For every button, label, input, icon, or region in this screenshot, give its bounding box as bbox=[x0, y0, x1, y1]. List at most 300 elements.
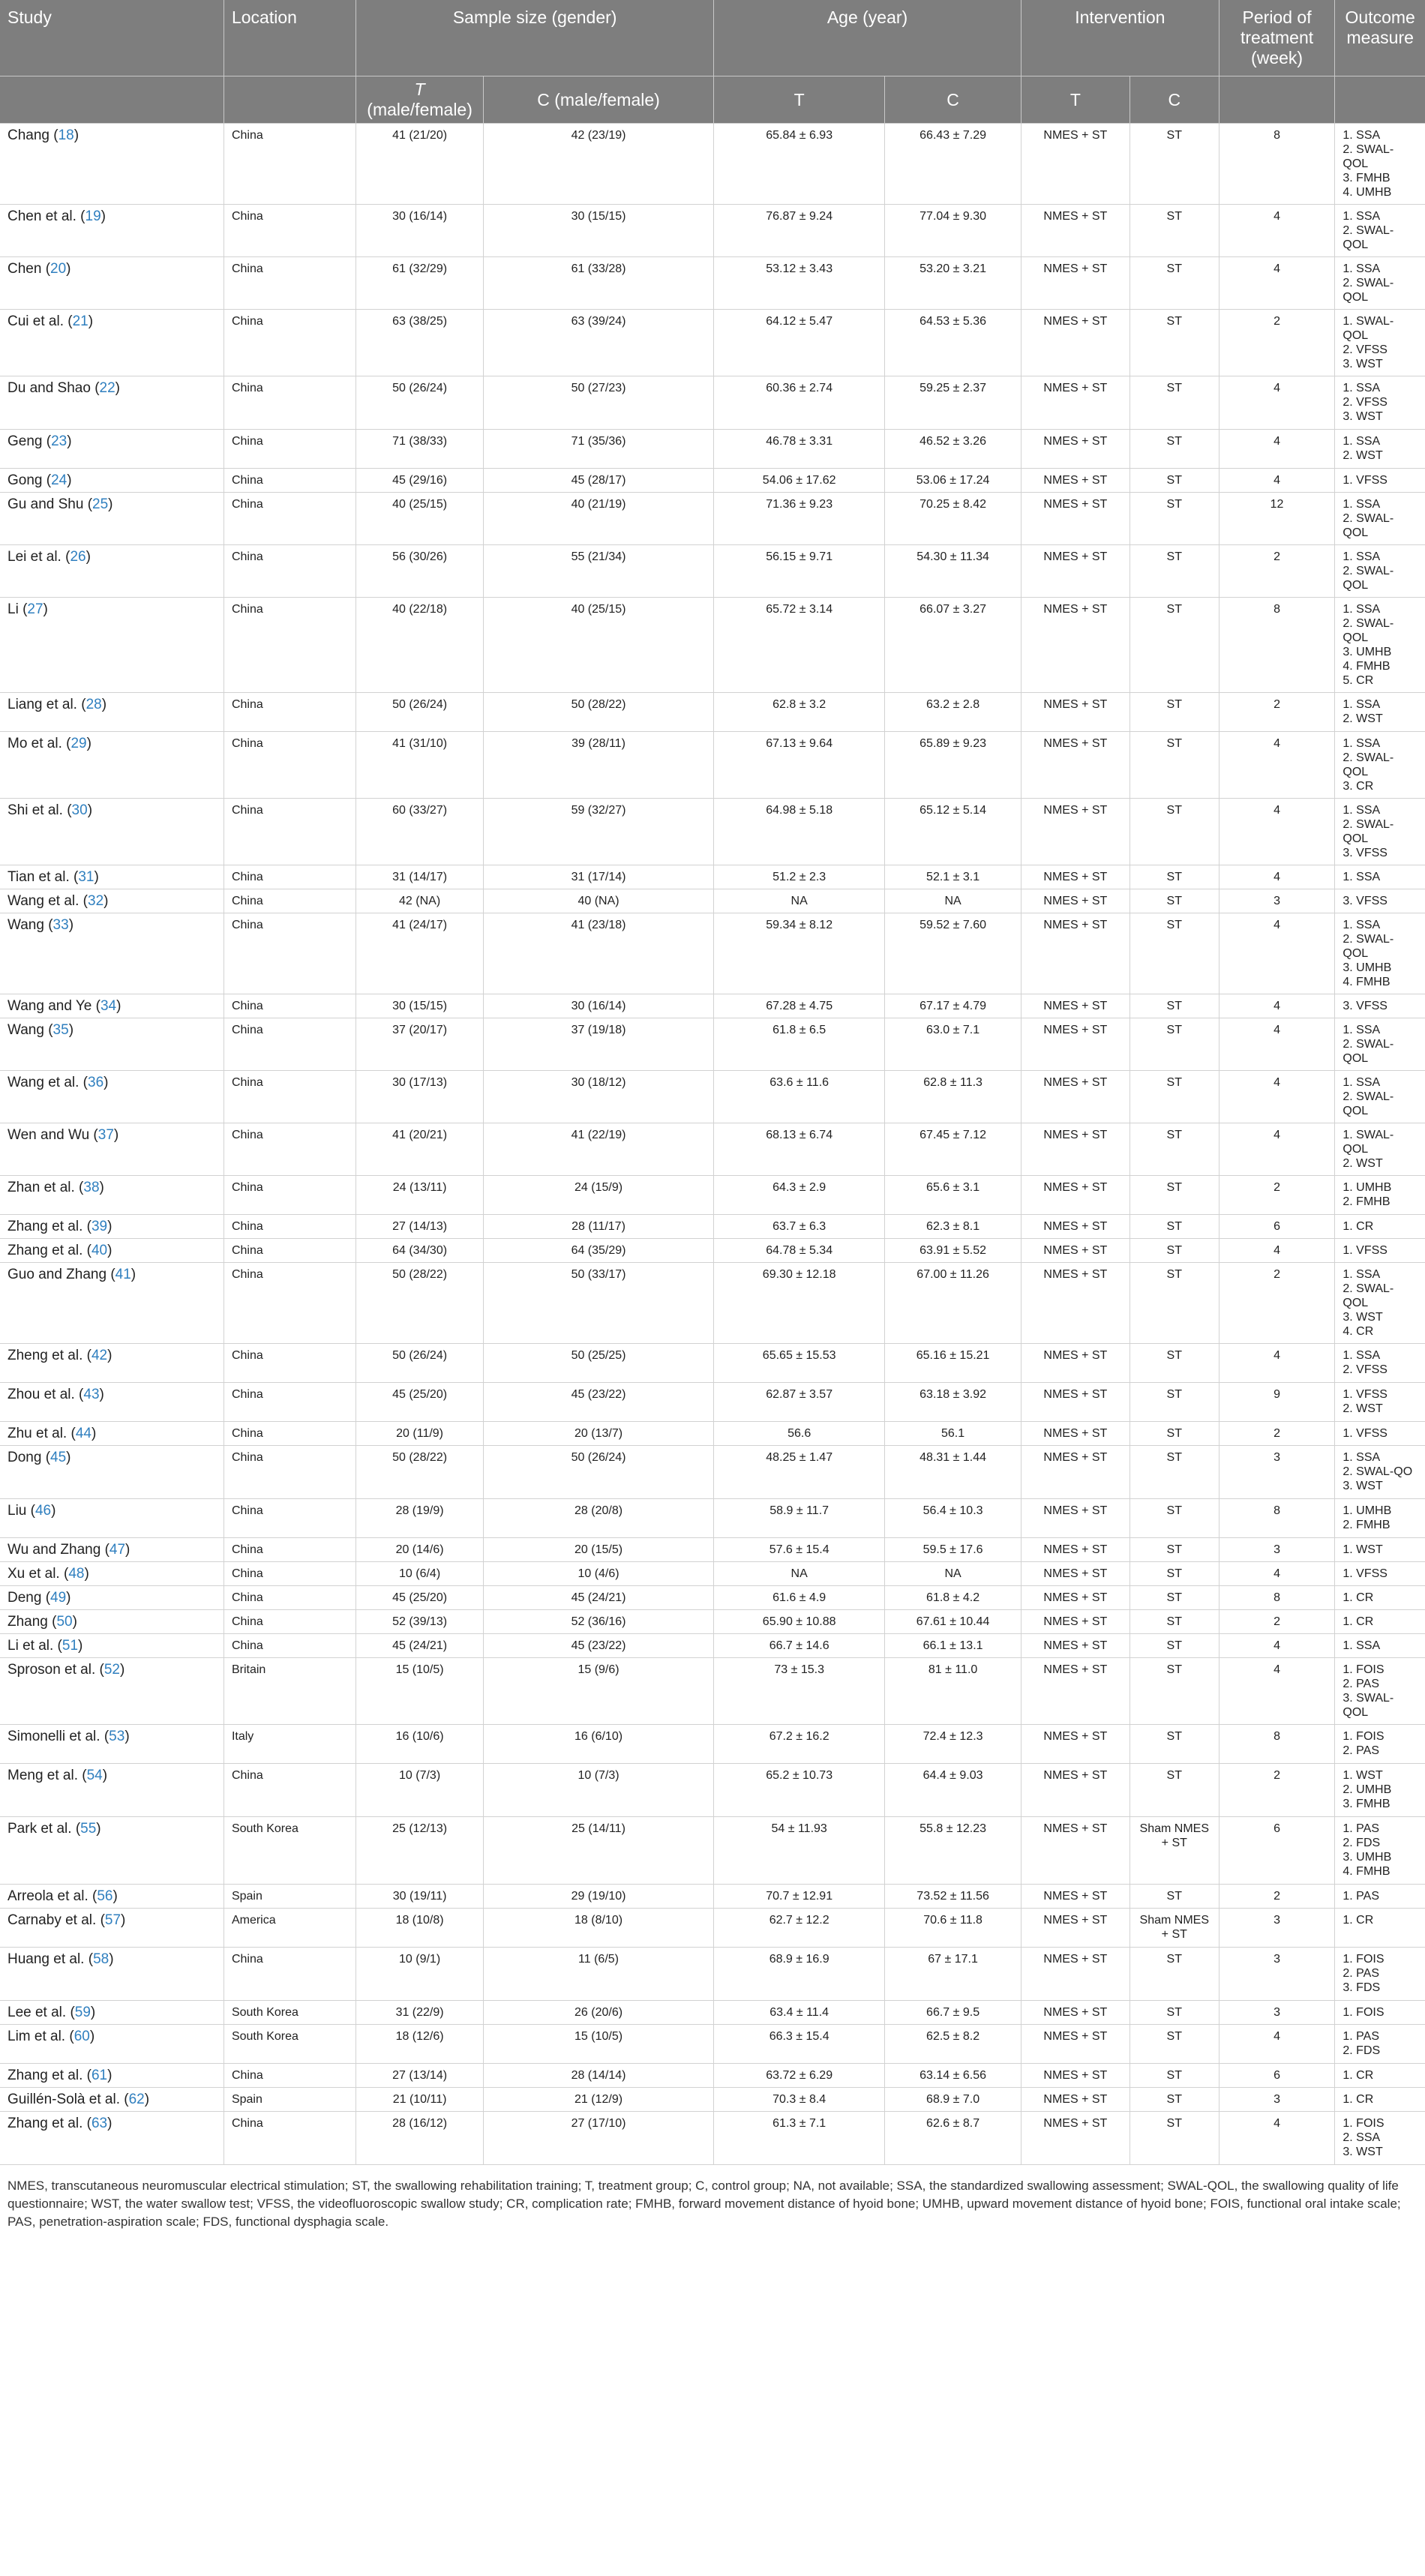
reference-link[interactable]: 34 bbox=[100, 998, 117, 1014]
reference-link[interactable]: 36 bbox=[88, 1075, 104, 1090]
table-row bbox=[0, 1764, 1425, 1817]
reference-link[interactable]: 53 bbox=[109, 1729, 125, 1744]
study-cell: Chen (20) bbox=[0, 257, 224, 310]
c-intervention-cell: ST bbox=[1130, 598, 1219, 693]
period-cell: 4 bbox=[1219, 799, 1335, 865]
outcome-cell bbox=[1335, 469, 1425, 493]
outcome-item: 3. WST bbox=[1342, 1480, 1383, 1492]
reference-link[interactable]: 18 bbox=[58, 127, 74, 143]
t-age-cell: 70.3 ± 8.4 bbox=[714, 2088, 885, 2112]
table-row bbox=[0, 1263, 1425, 1344]
c-sample-cell: 30 (15/15) bbox=[483, 205, 713, 257]
t-intervention-cell: NMES + ST bbox=[1021, 493, 1130, 545]
t-intervention-cell: NMES + ST bbox=[1021, 799, 1130, 865]
study-cell: Wu and Zhang (47) bbox=[0, 1538, 224, 1562]
t-sample-cell: 31 (22/9) bbox=[356, 2001, 484, 2025]
period-cell: 4 bbox=[1219, 1344, 1335, 1383]
c-age-cell: 56.1 bbox=[885, 1422, 1022, 1446]
outcome-cell bbox=[1335, 545, 1425, 598]
c-age-cell: 62.5 ± 8.2 bbox=[885, 2025, 1022, 2064]
t-intervention-cell: NMES + ST bbox=[1021, 1263, 1130, 1344]
reference-link[interactable]: 57 bbox=[104, 1912, 122, 1928]
outcome-item: 3. UMHB bbox=[1342, 1851, 1392, 1864]
c-intervention-cell: ST bbox=[1130, 889, 1219, 913]
outcome-cell bbox=[1335, 598, 1425, 693]
location-cell: China bbox=[224, 1499, 356, 1538]
study-cell: Shi et al. (30) bbox=[0, 799, 224, 865]
outcome-item: 2. PAS bbox=[1342, 1678, 1379, 1690]
study-name: Liang et al. bbox=[8, 697, 77, 712]
t-age-cell: 63.72 ± 6.29 bbox=[714, 2064, 885, 2088]
c-intervention-cell: ST bbox=[1130, 1383, 1219, 1422]
t-age-cell: 56.6 bbox=[714, 1422, 885, 1446]
t-intervention-cell: NMES + ST bbox=[1021, 1499, 1130, 1538]
outcome-item: 1. SSA bbox=[1342, 919, 1381, 931]
table-row bbox=[0, 889, 1425, 913]
study-cell: Deng (49) bbox=[0, 1586, 224, 1610]
c-age-cell: 63.18 ± 3.92 bbox=[885, 1383, 1022, 1422]
header-age: Age (year) bbox=[714, 0, 1022, 76]
location-cell: China bbox=[224, 598, 356, 693]
t-age-cell: 67.13 ± 9.64 bbox=[714, 732, 885, 799]
table-row bbox=[0, 2064, 1425, 2088]
outcome-item: 2. SWAL-QOL bbox=[1342, 512, 1394, 539]
period-cell: 8 bbox=[1219, 598, 1335, 693]
period-cell: 4 bbox=[1219, 1658, 1335, 1725]
c-intervention-cell: ST bbox=[1130, 1176, 1219, 1215]
location-cell: China bbox=[224, 889, 356, 913]
reference-link[interactable]: 35 bbox=[52, 1022, 69, 1038]
study-name: Zhang et al. bbox=[8, 1219, 83, 1234]
reference-link[interactable]: 25 bbox=[92, 496, 109, 512]
outcome-cell bbox=[1335, 1817, 1425, 1885]
c-sample-cell: 37 (19/18) bbox=[483, 1018, 713, 1071]
t-intervention-cell: NMES + ST bbox=[1021, 1725, 1130, 1764]
outcome-item: 3. VFSS bbox=[1342, 895, 1388, 907]
outcome-cell bbox=[1335, 376, 1425, 430]
reference-link[interactable]: 56 bbox=[97, 1888, 113, 1904]
study-cell: Liu (46) bbox=[0, 1499, 224, 1538]
period-cell: 2 bbox=[1219, 545, 1335, 598]
period-cell: 2 bbox=[1219, 1422, 1335, 1446]
t-age-cell: 67.28 ± 4.75 bbox=[714, 994, 885, 1018]
period-cell: 3 bbox=[1219, 2088, 1335, 2112]
t-sample-cell: 50 (28/22) bbox=[356, 1263, 484, 1344]
t-sample-cell: 56 (30/26) bbox=[356, 545, 484, 598]
c-intervention-cell: ST bbox=[1130, 865, 1219, 889]
period-cell: 4 bbox=[1219, 2112, 1335, 2165]
location-cell: China bbox=[224, 1422, 356, 1446]
outcome-cell bbox=[1335, 799, 1425, 865]
study-cell: Mo et al. (29) bbox=[0, 732, 224, 799]
c-sample-cell: 61 (33/28) bbox=[483, 257, 713, 310]
outcome-item: 1. WST bbox=[1342, 1769, 1383, 1782]
location-cell: China bbox=[224, 1344, 356, 1383]
reference-link[interactable]: 24 bbox=[51, 472, 68, 488]
t-age-cell: 65.84 ± 6.93 bbox=[714, 124, 885, 205]
reference-link[interactable]: 55 bbox=[80, 1821, 97, 1837]
c-sample-cell: 15 (10/5) bbox=[483, 2025, 713, 2064]
study-name: Zheng et al. bbox=[8, 1348, 83, 1363]
t-intervention-cell: NMES + ST bbox=[1021, 376, 1130, 430]
c-age-cell: 67.17 ± 4.79 bbox=[885, 994, 1022, 1018]
table-row bbox=[0, 1446, 1425, 1499]
table-row bbox=[0, 1239, 1425, 1263]
outcome-item: 1. CR bbox=[1342, 1615, 1374, 1628]
reference-link[interactable]: 29 bbox=[70, 736, 87, 751]
study-cell: Park et al. (55) bbox=[0, 1817, 224, 1885]
t-age-cell: 73 ± 15.3 bbox=[714, 1658, 885, 1725]
study-cell: Wang et al. (36) bbox=[0, 1071, 224, 1123]
study-name: Zhan et al. bbox=[8, 1180, 75, 1195]
c-sample-cell: 52 (36/16) bbox=[483, 1610, 713, 1634]
outcome-cell bbox=[1335, 1658, 1425, 1725]
t-sample-cell: 16 (10/6) bbox=[356, 1725, 484, 1764]
table-row bbox=[0, 257, 1425, 310]
reference-link[interactable]: 20 bbox=[50, 261, 67, 277]
c-intervention-cell: ST bbox=[1130, 1538, 1219, 1562]
study-name: Li bbox=[8, 601, 19, 617]
c-age-cell: 55.8 ± 12.23 bbox=[885, 1817, 1022, 1885]
t-age-cell: 68.13 ± 6.74 bbox=[714, 1123, 885, 1176]
c-intervention-cell: ST bbox=[1130, 693, 1219, 732]
location-cell: Britain bbox=[224, 1658, 356, 1725]
period-cell: 2 bbox=[1219, 1176, 1335, 1215]
c-age-cell: 62.8 ± 11.3 bbox=[885, 1071, 1022, 1123]
t-intervention-cell: NMES + ST bbox=[1021, 1344, 1130, 1383]
table-row bbox=[0, 1422, 1425, 1446]
location-cell: China bbox=[224, 1263, 356, 1344]
c-age-cell: 77.04 ± 9.30 bbox=[885, 205, 1022, 257]
outcome-cell bbox=[1335, 1764, 1425, 1817]
table-row bbox=[0, 1885, 1425, 1909]
reference-link[interactable]: 45 bbox=[50, 1450, 67, 1465]
period-cell: 4 bbox=[1219, 1123, 1335, 1176]
table-row bbox=[0, 1658, 1425, 1725]
study-cell: Zhang (50) bbox=[0, 1610, 224, 1634]
c-age-cell: 59.25 ± 2.37 bbox=[885, 376, 1022, 430]
c-age-cell: 64.53 ± 5.36 bbox=[885, 310, 1022, 376]
table-row bbox=[0, 469, 1425, 493]
t-sample-cell: 25 (12/13) bbox=[356, 1817, 484, 1885]
c-age-cell: 66.43 ± 7.29 bbox=[885, 124, 1022, 205]
reference-link[interactable]: 54 bbox=[86, 1768, 103, 1783]
reference-link[interactable]: 47 bbox=[109, 1542, 126, 1558]
study-cell: Cui et al. (21) bbox=[0, 310, 224, 376]
t-intervention-cell: NMES + ST bbox=[1021, 1586, 1130, 1610]
reference-link[interactable]: 60 bbox=[74, 2029, 90, 2044]
table-footnote: NMES, transcutaneous neuromuscular electrical stimulation; ST, the swallowing rehabilitation training; T, treatment group; C, control group; NA, not available; SSA, the standardized swallowing assessment; SWAL-QOL, the swallowing quality of life questionnaire; WST, the water swallow test; VFSS, the videofluoroscopic swallow study; CR, complication rate; FMHB, forward movement distance of hyoid bone; UMHB, upward movement distance of hyoid bone; FOIS, functional oral intake scale; PAS, penetration-aspiration scale; FDS, functional dysphagia scale. bbox=[8, 2179, 1401, 2229]
reference-link[interactable]: 40 bbox=[91, 1243, 108, 1258]
study-name: Wen and Wu bbox=[8, 1127, 90, 1143]
outcome-item: 1. WST bbox=[1342, 1543, 1383, 1556]
c-age-cell: 66.1 ± 13.1 bbox=[885, 1634, 1022, 1658]
location-cell: China bbox=[224, 994, 356, 1018]
subheader-blank-outcome bbox=[1335, 76, 1425, 124]
outcome-item: 2. SWAL-QO bbox=[1342, 1465, 1413, 1478]
period-cell: 4 bbox=[1219, 1071, 1335, 1123]
reference-link[interactable]: 26 bbox=[70, 549, 86, 565]
reference-link[interactable]: 51 bbox=[62, 1638, 79, 1654]
outcome-item: 1. FOIS bbox=[1342, 1953, 1384, 1966]
outcome-item: 1. SSA bbox=[1342, 1268, 1381, 1281]
outcome-item: 3. FMHB bbox=[1342, 172, 1390, 184]
t-sample-cell: 10 (9/1) bbox=[356, 1948, 484, 2001]
c-intervention-cell: ST bbox=[1130, 310, 1219, 376]
table-row bbox=[0, 865, 1425, 889]
outcome-item: 1. UMHB bbox=[1342, 1504, 1392, 1517]
outcome-cell bbox=[1335, 1215, 1425, 1239]
c-intervention-cell: ST bbox=[1130, 732, 1219, 799]
location-cell: China bbox=[224, 493, 356, 545]
period-cell: 4 bbox=[1219, 2025, 1335, 2064]
outcome-cell bbox=[1335, 1422, 1425, 1446]
c-sample-cell: 45 (28/17) bbox=[483, 469, 713, 493]
c-sample-cell: 71 (35/36) bbox=[483, 430, 713, 469]
reference-link[interactable]: 33 bbox=[52, 917, 69, 933]
location-cell: China bbox=[224, 1562, 356, 1586]
period-cell: 4 bbox=[1219, 732, 1335, 799]
period-cell: 2 bbox=[1219, 1764, 1335, 1817]
outcome-item: 1. UMHB bbox=[1342, 1181, 1392, 1194]
c-age-cell: 67.45 ± 7.12 bbox=[885, 1123, 1022, 1176]
location-cell: China bbox=[224, 376, 356, 430]
reference-link[interactable]: 23 bbox=[51, 433, 68, 449]
outcome-cell bbox=[1335, 1018, 1425, 1071]
reference-link[interactable]: 52 bbox=[104, 1662, 120, 1678]
c-age-cell: 63.91 ± 5.52 bbox=[885, 1239, 1022, 1263]
c-sample-cell: 20 (13/7) bbox=[483, 1422, 713, 1446]
reference-link[interactable]: 59 bbox=[74, 2005, 91, 2020]
c-sample-cell: 59 (32/27) bbox=[483, 799, 713, 865]
table-row bbox=[0, 2001, 1425, 2025]
reference-link[interactable]: 43 bbox=[83, 1387, 100, 1402]
reference-link[interactable]: 41 bbox=[115, 1267, 131, 1282]
t-sample-cell: 10 (7/3) bbox=[356, 1764, 484, 1817]
study-cell: Zhan et al. (38) bbox=[0, 1176, 224, 1215]
study-name: Meng et al. bbox=[8, 1768, 78, 1783]
t-sample-cell: 27 (13/14) bbox=[356, 2064, 484, 2088]
t-age-cell: 46.78 ± 3.31 bbox=[714, 430, 885, 469]
t-intervention-cell: NMES + ST bbox=[1021, 1562, 1130, 1586]
c-age-cell: 63.2 ± 2.8 bbox=[885, 693, 1022, 732]
t-age-cell: 58.9 ± 11.7 bbox=[714, 1499, 885, 1538]
c-intervention-cell: ST bbox=[1130, 1071, 1219, 1123]
study-name: Lim et al. bbox=[8, 2029, 66, 2044]
c-intervention-cell: ST bbox=[1130, 1725, 1219, 1764]
t-intervention-cell: NMES + ST bbox=[1021, 2064, 1130, 2088]
table-row bbox=[0, 1215, 1425, 1239]
outcome-item: 2. FDS bbox=[1342, 2044, 1381, 2057]
reference-link[interactable]: 21 bbox=[72, 313, 88, 329]
reference-link[interactable]: 22 bbox=[99, 380, 116, 396]
study-name: Liu bbox=[8, 1503, 27, 1519]
table-row bbox=[0, 1344, 1425, 1383]
t-intervention-cell: NMES + ST bbox=[1021, 1909, 1130, 1948]
c-age-cell: 59.5 ± 17.6 bbox=[885, 1538, 1022, 1562]
reference-link[interactable]: 39 bbox=[91, 1219, 108, 1234]
study-name: Wang bbox=[8, 1022, 44, 1038]
period-cell: 4 bbox=[1219, 865, 1335, 889]
reference-link[interactable]: 44 bbox=[75, 1426, 92, 1441]
location-cell: South Korea bbox=[224, 1817, 356, 1885]
t-sample-cell: 20 (11/9) bbox=[356, 1422, 484, 1446]
c-intervention-cell: ST bbox=[1130, 1446, 1219, 1499]
c-intervention-cell: ST bbox=[1130, 2025, 1219, 2064]
c-sample-cell: 21 (12/9) bbox=[483, 2088, 713, 2112]
t-sample-cell: 15 (10/5) bbox=[356, 1658, 484, 1725]
reference-link[interactable]: 63 bbox=[91, 2116, 108, 2131]
period-cell: 4 bbox=[1219, 469, 1335, 493]
study-cell: Wang and Ye (34) bbox=[0, 994, 224, 1018]
t-sample-cell: 10 (6/4) bbox=[356, 1562, 484, 1586]
reference-link[interactable]: 32 bbox=[88, 893, 104, 909]
outcome-item: 1. SSA bbox=[1342, 603, 1381, 616]
reference-link[interactable]: 48 bbox=[68, 1566, 85, 1582]
t-age-cell: 56.15 ± 9.71 bbox=[714, 545, 885, 598]
t-intervention-cell: NMES + ST bbox=[1021, 124, 1130, 205]
c-sample-cell: 63 (39/24) bbox=[483, 310, 713, 376]
t-sample-cell: 60 (33/27) bbox=[356, 799, 484, 865]
t-intervention-cell: NMES + ST bbox=[1021, 1610, 1130, 1634]
t-age-cell: 61.8 ± 6.5 bbox=[714, 1018, 885, 1071]
c-sample-cell: 45 (23/22) bbox=[483, 1383, 713, 1422]
t-age-cell: 62.8 ± 3.2 bbox=[714, 693, 885, 732]
reference-link[interactable]: 61 bbox=[91, 2068, 108, 2083]
t-sample-cell: 41 (31/10) bbox=[356, 732, 484, 799]
period-cell: 12 bbox=[1219, 493, 1335, 545]
location-cell: China bbox=[224, 1018, 356, 1071]
reference-link[interactable]: 38 bbox=[83, 1180, 100, 1195]
period-cell: 4 bbox=[1219, 205, 1335, 257]
outcome-cell bbox=[1335, 1239, 1425, 1263]
location-cell: South Korea bbox=[224, 2001, 356, 2025]
c-age-cell: 67 ± 17.1 bbox=[885, 1948, 1022, 2001]
t-sample-cell: 64 (34/30) bbox=[356, 1239, 484, 1263]
reference-link[interactable]: 49 bbox=[50, 1590, 67, 1606]
t-age-cell: 63.7 ± 6.3 bbox=[714, 1215, 885, 1239]
header-location: Location bbox=[224, 0, 356, 76]
reference-link[interactable]: 28 bbox=[86, 697, 102, 712]
location-cell: China bbox=[224, 469, 356, 493]
table-row bbox=[0, 1909, 1425, 1948]
c-intervention-cell: ST bbox=[1130, 1948, 1219, 2001]
location-cell: China bbox=[224, 1586, 356, 1610]
period-cell: 3 bbox=[1219, 1909, 1335, 1948]
subheader-t-intervention: T bbox=[1021, 76, 1130, 124]
study-cell: Carnaby et al. (57) bbox=[0, 1909, 224, 1948]
t-intervention-cell: NMES + ST bbox=[1021, 2112, 1130, 2165]
period-cell: 4 bbox=[1219, 1018, 1335, 1071]
t-intervention-cell: NMES + ST bbox=[1021, 310, 1130, 376]
c-intervention-cell: ST bbox=[1130, 1562, 1219, 1586]
c-intervention-cell: ST bbox=[1130, 1610, 1219, 1634]
subheader-t-sample: T (male/female) bbox=[356, 76, 484, 124]
c-sample-cell: 50 (33/17) bbox=[483, 1263, 713, 1344]
study-name: Du and Shao bbox=[8, 380, 91, 396]
outcome-cell bbox=[1335, 2064, 1425, 2088]
c-intervention-cell: ST bbox=[1130, 205, 1219, 257]
location-cell: China bbox=[224, 1948, 356, 2001]
t-age-cell: 54.06 ± 17.62 bbox=[714, 469, 885, 493]
location-cell: China bbox=[224, 205, 356, 257]
c-intervention-cell: ST bbox=[1130, 430, 1219, 469]
reference-link[interactable]: 27 bbox=[27, 601, 44, 617]
outcome-item: 3. VFSS bbox=[1342, 847, 1388, 859]
period-cell: 8 bbox=[1219, 1725, 1335, 1764]
table-row bbox=[0, 1123, 1425, 1176]
reference-link[interactable]: 46 bbox=[34, 1503, 52, 1519]
study-cell: Li et al. (51) bbox=[0, 1634, 224, 1658]
c-intervention-cell: ST bbox=[1130, 994, 1219, 1018]
reference-link[interactable]: 58 bbox=[93, 1951, 110, 1967]
t-intervention-cell: NMES + ST bbox=[1021, 1123, 1130, 1176]
t-age-cell: 57.6 ± 15.4 bbox=[714, 1538, 885, 1562]
table-row bbox=[0, 493, 1425, 545]
table-row bbox=[0, 1725, 1425, 1764]
c-age-cell: 65.16 ± 15.21 bbox=[885, 1344, 1022, 1383]
c-sample-cell: 29 (19/10) bbox=[483, 1885, 713, 1909]
period-cell: 4 bbox=[1219, 376, 1335, 430]
t-age-cell: 48.25 ± 1.47 bbox=[714, 1446, 885, 1499]
reference-link[interactable]: 42 bbox=[91, 1348, 108, 1363]
study-cell: Gu and Shu (25) bbox=[0, 493, 224, 545]
t-age-cell: 62.87 ± 3.57 bbox=[714, 1383, 885, 1422]
c-intervention-cell: ST bbox=[1130, 469, 1219, 493]
reference-link[interactable]: 37 bbox=[98, 1127, 114, 1143]
outcome-cell bbox=[1335, 493, 1425, 545]
t-age-cell: 60.36 ± 2.74 bbox=[714, 376, 885, 430]
outcome-cell bbox=[1335, 1725, 1425, 1764]
t-intervention-cell: NMES + ST bbox=[1021, 1176, 1130, 1215]
outcome-item: 1. VFSS bbox=[1342, 1244, 1388, 1257]
outcome-item: 3. SWAL-QOL bbox=[1342, 1692, 1394, 1719]
study-name: Geng bbox=[8, 433, 43, 449]
reference-link[interactable]: 62 bbox=[128, 2092, 145, 2107]
study-name: Xu et al. bbox=[8, 1566, 60, 1582]
reference-link[interactable]: 19 bbox=[85, 208, 101, 224]
reference-link[interactable]: 31 bbox=[78, 869, 94, 885]
outcome-item: 2. SWAL-QOL bbox=[1342, 277, 1394, 304]
c-age-cell: 46.52 ± 3.26 bbox=[885, 430, 1022, 469]
study-name: Carnaby et al. bbox=[8, 1912, 97, 1928]
t-age-cell: 59.34 ± 8.12 bbox=[714, 913, 885, 994]
t-intervention-cell: NMES + ST bbox=[1021, 865, 1130, 889]
outcome-item: 1. CR bbox=[1342, 2069, 1374, 2082]
outcome-item: 3. WST bbox=[1342, 358, 1383, 370]
outcome-item: 2. VFSS bbox=[1342, 343, 1388, 356]
t-age-cell: 66.7 ± 14.6 bbox=[714, 1634, 885, 1658]
study-cell: Geng (23) bbox=[0, 430, 224, 469]
reference-link[interactable]: 30 bbox=[71, 802, 88, 818]
c-sample-cell: 42 (23/19) bbox=[483, 124, 713, 205]
study-cell: Sproson et al. (52) bbox=[0, 1658, 224, 1725]
outcome-item: 1. SSA bbox=[1342, 129, 1381, 142]
t-intervention-cell: NMES + ST bbox=[1021, 732, 1130, 799]
t-sample-cell: 20 (14/6) bbox=[356, 1538, 484, 1562]
table-body bbox=[0, 124, 1425, 2165]
outcome-item: 2. SWAL-QOL bbox=[1342, 617, 1394, 644]
study-cell: Arreola et al. (56) bbox=[0, 1885, 224, 1909]
period-cell: 8 bbox=[1219, 1586, 1335, 1610]
reference-link[interactable]: 50 bbox=[56, 1614, 73, 1630]
c-sample-cell: 45 (23/22) bbox=[483, 1634, 713, 1658]
outcome-cell bbox=[1335, 1610, 1425, 1634]
t-intervention-cell: NMES + ST bbox=[1021, 1658, 1130, 1725]
t-intervention-cell: NMES + ST bbox=[1021, 1538, 1130, 1562]
c-intervention-cell: ST bbox=[1130, 376, 1219, 430]
table-row bbox=[0, 1071, 1425, 1123]
